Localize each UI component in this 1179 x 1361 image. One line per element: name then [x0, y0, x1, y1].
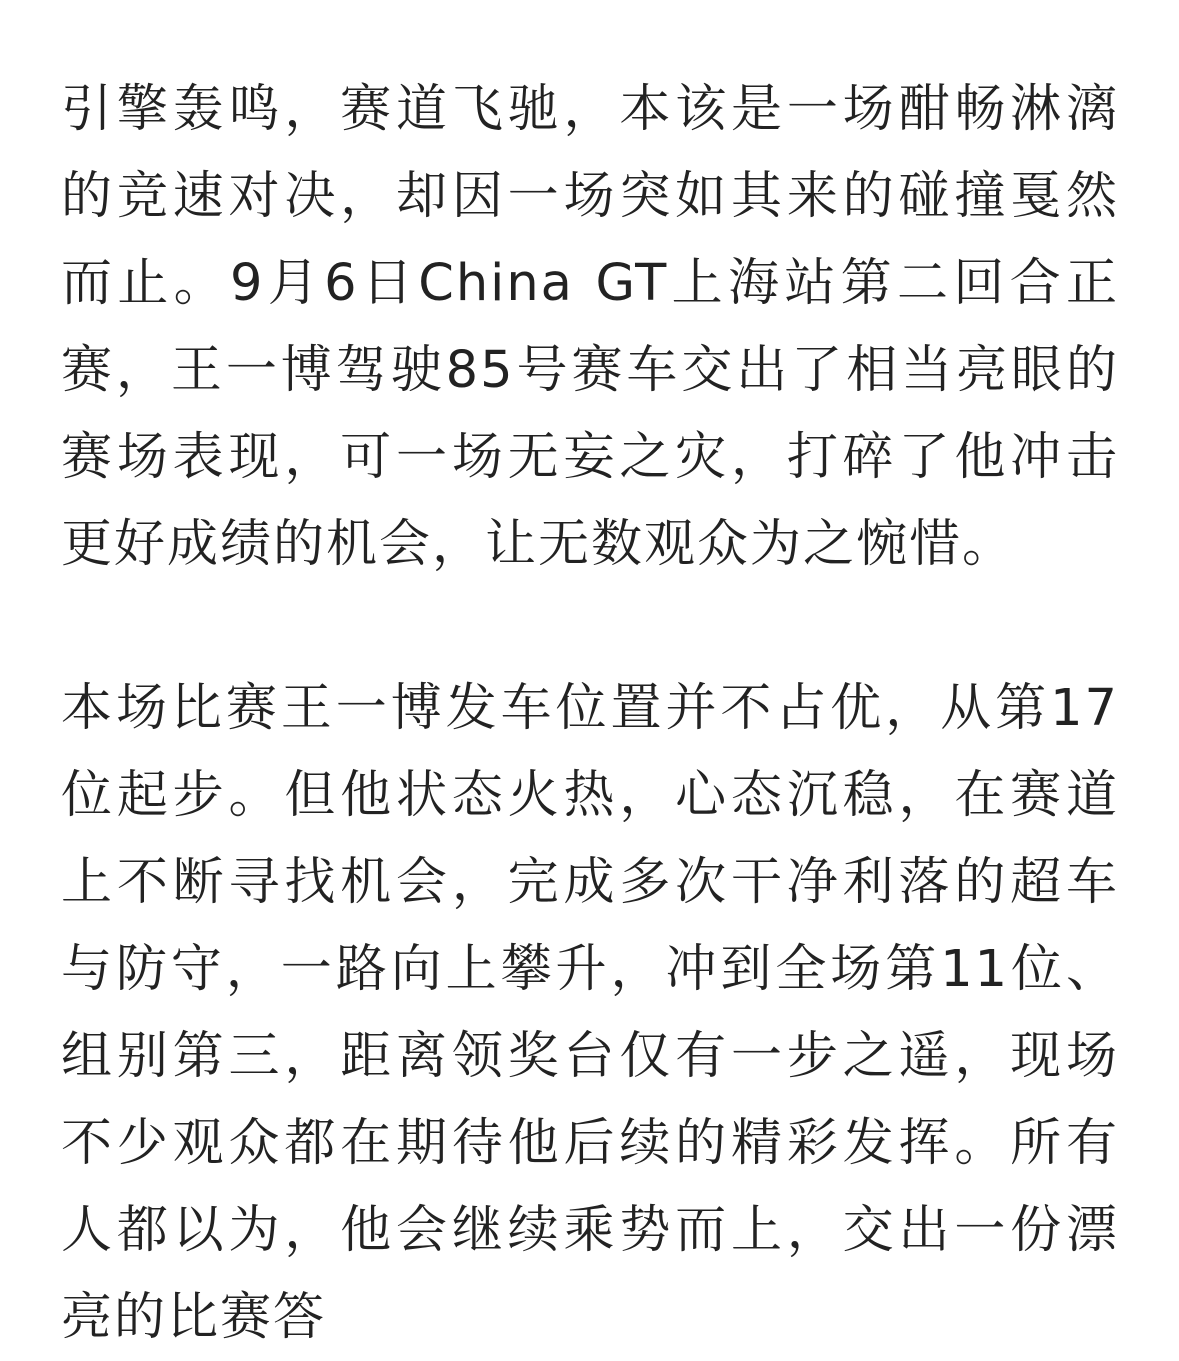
article-paragraph-2: 本场比赛王一博发车位置并不占优，从第17位起步。但他状态火热，心态沉稳，在赛道上不断寻找机会，完成多次干净利落的超车与防守，一路向上攀升，冲到全场第11位、组别第三，距离领奖台仅有一步之遥，现场不少观众都在期待他后续的精彩发挥。所有人都以为，他会继续乘势而上，交出一份漂亮的比赛答 [61, 679, 1119, 1347]
article-body [61, 66, 1119, 1361]
article-paragraph-1: 引擎轰鸣，赛道飞驰，本该是一场酣畅淋漓的竞速对决，却因一场突如其来的碰撞戛然而止。9月6日China GT上海站第二回合正赛，王一博驾驶85号赛车交出了相当亮眼的赛场表现，可一场无妄之灾，打碎了他冲击更好成绩的机会，让无数观众为之惋惜。 [61, 80, 1119, 574]
